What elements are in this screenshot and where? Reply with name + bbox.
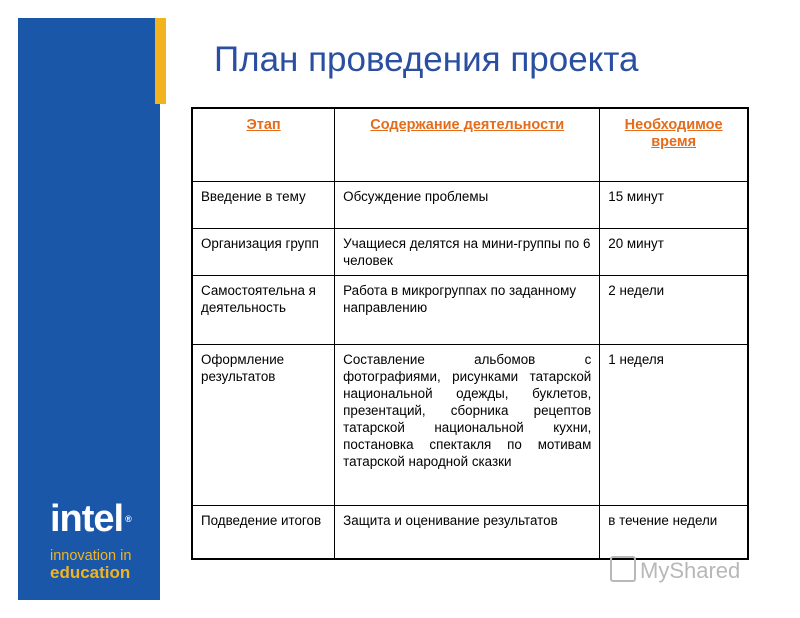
cell-activity: Составление альбомов с фотографиями, рисунками татарской национальной одежды, буклетов, презентаций, сборника рецептов татарской национальной кухни, постановка спектакля по мотивам татарской народной сказки (335, 345, 600, 506)
accent-bar (155, 18, 166, 104)
table-row (192, 229, 748, 276)
table-header-row (192, 108, 748, 182)
cell-stage: Подведение итогов (192, 506, 335, 560)
myshared-watermark (610, 556, 740, 584)
cell-stage: Организация групп (192, 229, 335, 276)
table-row (192, 182, 748, 229)
cell-activity: Работа в микрогруппах по заданному направлению (335, 276, 600, 345)
cell-activity: Учащиеся делятся на мини-группы по 6 человек (335, 229, 600, 276)
cell-activity: Защита и оценивание результатов (335, 506, 600, 560)
cell-time: 1 неделя (600, 345, 748, 506)
project-plan-table (191, 107, 749, 560)
cell-time: в течение недели (600, 506, 748, 560)
logo-tagline-education: education (50, 563, 131, 582)
table-row (192, 506, 748, 560)
cell-stage: Введение в тему (192, 182, 335, 229)
intel-logo (50, 500, 131, 582)
intel-logo-word: intel ® (50, 498, 131, 540)
cell-stage: Самостоятельна я деятельность (192, 276, 335, 345)
registered-mark: ® (125, 514, 131, 524)
header-activity: Содержание деятельности (335, 108, 600, 182)
cell-time: 15 минут (600, 182, 748, 229)
table-row (192, 345, 748, 506)
table-row (192, 276, 748, 345)
cell-time: 20 минут (600, 229, 748, 276)
header-time: Необходимое время (600, 108, 748, 182)
cell-activity: Обсуждение проблемы (335, 182, 600, 229)
watermark-text: MyShared (640, 558, 741, 583)
header-stage: Этап (192, 108, 335, 182)
logo-tagline: innovation in (50, 548, 132, 564)
slide-title: План проведения проекта (214, 40, 639, 79)
cell-time: 2 недели (600, 276, 748, 345)
presentation-icon (610, 556, 636, 582)
cell-stage: Оформление результатов (192, 345, 335, 506)
